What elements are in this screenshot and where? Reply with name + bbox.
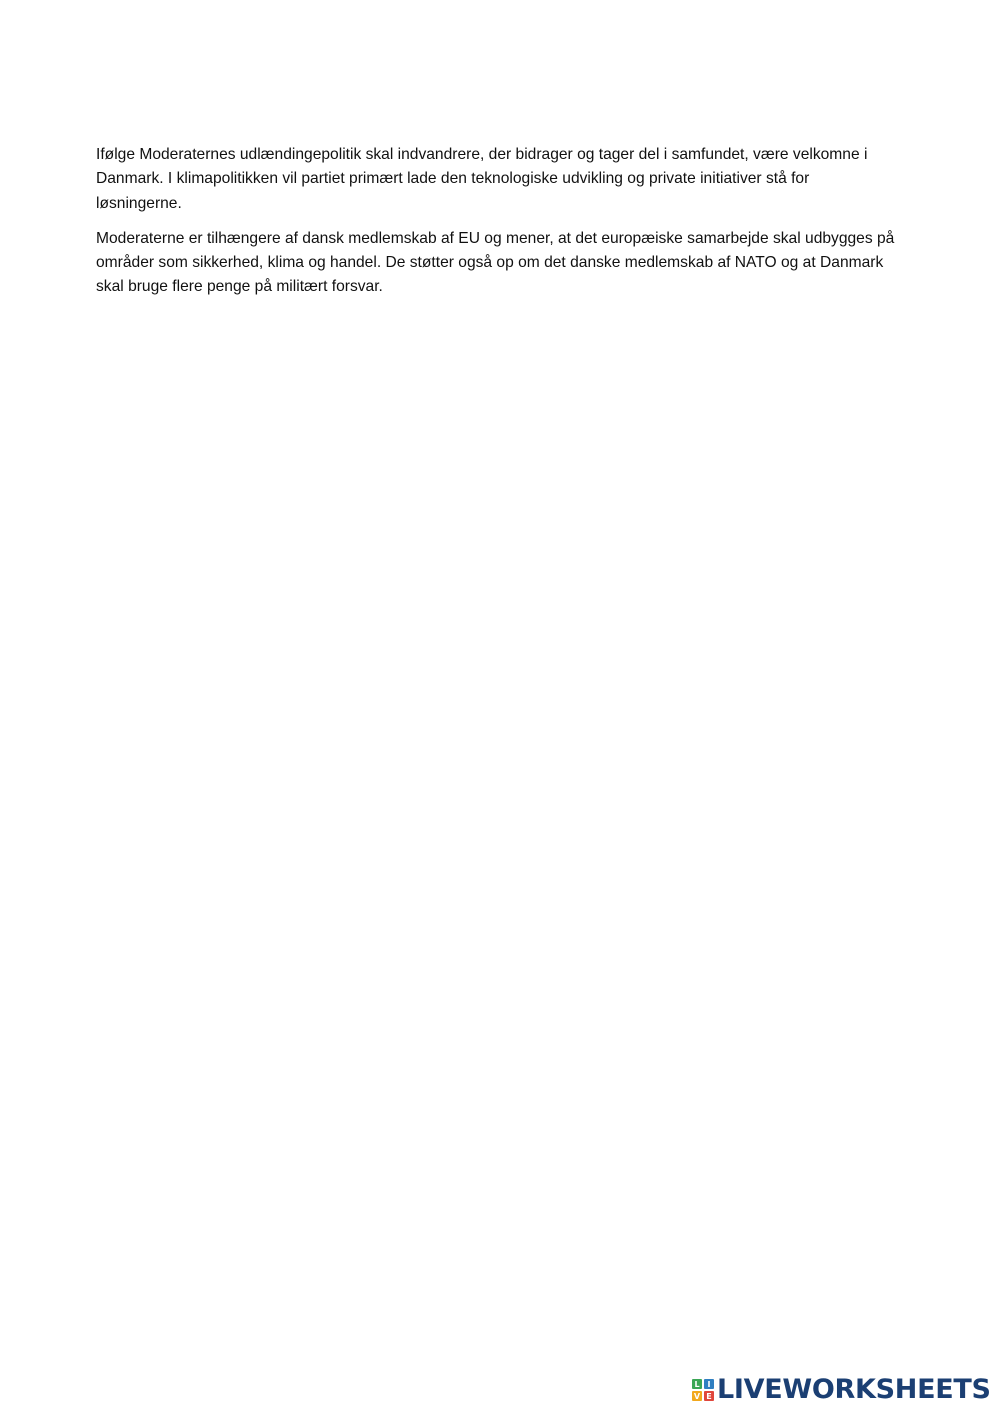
- logo-cell-e: E: [704, 1391, 714, 1401]
- logo-cell-l: L: [692, 1379, 702, 1389]
- liveworksheets-logo: [692, 1374, 991, 1405]
- paragraph-immigration-climate: Ifølge Moderaternes udlændingepolitik skal indvandrere, der bidrager og tager del i samfundet, være velkomne i Danmark. I klimapolitikken vil partiet primært lade den teknologiske udvikling og private initiativer stå for løsningerne.: [96, 146, 868, 212]
- liveworksheets-logo-text: LIVEWORKSHEETS: [717, 1374, 991, 1405]
- document-body: [96, 143, 896, 311]
- paragraph-eu-nato: Moderaterne er tilhængere af dansk medlemskab af EU og mener, at det europæiske samarbejde skal udbygges på områder som sikkerhed, klima og handel. De støtter også op om det danske medlemskab af NATO og at Danmark skal bruge flere penge på militært forsvar.: [96, 229, 895, 296]
- logo-cell-v: V: [693, 1391, 701, 1401]
- logo-cell-i: I: [704, 1379, 714, 1389]
- liveworksheets-logo-icon: [692, 1379, 714, 1401]
